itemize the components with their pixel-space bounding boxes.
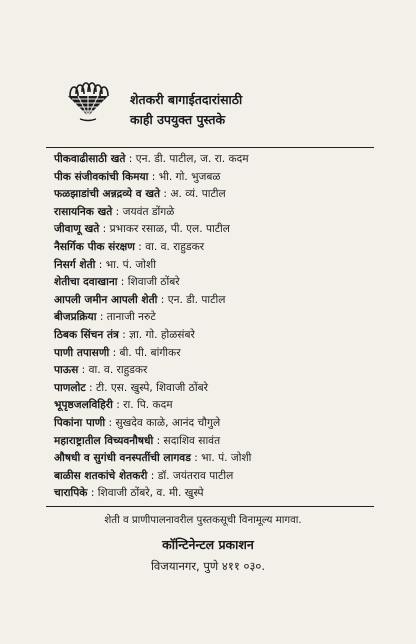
book-author: वा. व. राहुडकर: [88, 364, 148, 377]
separator: :: [99, 223, 110, 236]
book-author: टी. एस. खुस्पे, शिवाजी ठोंबरे: [96, 381, 208, 394]
book-title: चारापिके: [54, 487, 88, 500]
header-line-2: काही उपयुक्त पुस्तके: [130, 112, 226, 127]
separator: :: [148, 170, 159, 183]
header-line-1: शेतकरी बागाईतदारांसाठी: [130, 92, 243, 107]
separator: :: [78, 364, 89, 377]
book-author: एन. डी. पाटील: [167, 293, 226, 306]
book-row: [54, 169, 374, 187]
book-row: [54, 292, 374, 310]
separator: :: [95, 258, 106, 271]
book-row: [54, 345, 374, 363]
book-title: महाराष्ट्रातील विच्यवनौषधी: [54, 434, 154, 447]
separator: :: [117, 276, 128, 289]
separator: :: [160, 188, 171, 201]
book-row: [54, 397, 374, 415]
catalog-note: शेती व प्राणीपालनावरील पुस्तकसूची विनामूल्य मागवा.: [104, 515, 302, 526]
book-title: नैसर्गिक पीक संरक्षण: [54, 240, 135, 253]
book-row: [54, 274, 374, 292]
book-author: शिवाजी ठोंबरे: [127, 276, 180, 289]
header: [58, 72, 358, 132]
book-title: औषधी व सुगंधी वनस्पतींची लागवड: [54, 452, 191, 465]
book-author: रा. पि. कदम: [123, 399, 173, 412]
separator: :: [109, 346, 120, 359]
book-title: बाळीस शतकांचे शेतकरी: [54, 469, 148, 482]
book-list: [54, 151, 374, 503]
book-row: [54, 186, 374, 204]
book-row: [54, 450, 374, 468]
book-row: [54, 468, 374, 486]
separator: :: [85, 381, 96, 394]
book-author: सदाशिव सावंत: [163, 434, 221, 447]
book-author: शिवाजी ठोंबरे, व. मी. खुस्पे: [97, 487, 204, 500]
book-row: [54, 415, 374, 433]
book-row: [54, 221, 374, 239]
book-title: पीकवाढीसाठी खते: [54, 153, 126, 165]
book-author: भा. पं. जोशी: [105, 258, 156, 271]
separator: :: [134, 240, 146, 253]
book-row: [54, 239, 374, 257]
book-row: [54, 380, 374, 398]
separator: :: [112, 205, 123, 218]
separator: :: [105, 416, 116, 429]
book-row: [54, 309, 374, 327]
separator: :: [118, 328, 130, 341]
book-author: भा. पं. जोशी: [201, 452, 252, 465]
separator: :: [125, 153, 136, 165]
separator: :: [147, 469, 158, 482]
book-author: प्रभाकर रसाळ, पी. एल. पाटील: [109, 223, 230, 236]
book-author: डॉ. जयंतराव पाटील: [157, 469, 234, 482]
separator: :: [96, 311, 107, 324]
book-author: सुखदेव काळे, आनंद चौगुले: [115, 416, 221, 429]
book-title: पाऊस: [54, 364, 79, 377]
separator: :: [190, 452, 202, 465]
book-author: जयवंत डोंगळे: [122, 205, 175, 218]
book-title: भूपृष्ठजलविहिरी: [54, 399, 113, 412]
book-title: निसर्ग शेती: [54, 258, 96, 271]
separator: :: [87, 487, 98, 500]
book-author: एन. डी. पाटील, ज. रा. कदम: [135, 153, 249, 165]
publisher-name: कॉन्टिनेन्टल प्रकाशन: [162, 537, 254, 552]
separator: :: [157, 293, 168, 306]
book-row: [54, 204, 374, 222]
book-row: [54, 485, 374, 503]
book-title: जीवाणू खते: [54, 223, 100, 236]
divider-bottom: [46, 506, 374, 507]
book-title: पाणी तपासणी: [54, 346, 110, 359]
book-title: पीक संजीवकांची किमया: [54, 170, 149, 183]
book-row: [54, 151, 374, 169]
book-title: पिकांना पाणी: [54, 416, 106, 429]
publisher-address: विजयानगर, पुणे ४११ ०३०.: [150, 559, 266, 573]
book-row: [54, 327, 374, 345]
divider-top: [46, 147, 374, 148]
book-author: भी. गो. भुजबळ: [158, 170, 221, 183]
book-title: फळझाडांची अन्नद्रव्ये व खते: [54, 188, 161, 201]
book-author: वा. व. राहुडकर: [145, 240, 205, 253]
book-title: शेतीचा दवाखाना: [54, 276, 118, 289]
book-title: बीजप्रक्रिया: [54, 311, 97, 324]
footer: [0, 512, 416, 576]
separator: :: [112, 399, 124, 412]
book-title: ठिबक सिंचन तंत्र: [54, 328, 119, 341]
book-row: [54, 257, 374, 275]
book-row: [54, 362, 374, 380]
book-row: [54, 433, 374, 451]
book-title: रासायनिक खते: [54, 205, 113, 218]
book-author: तानाजी नरुटे: [106, 311, 156, 324]
book-author: बी. पी. बांगीकर: [119, 346, 181, 359]
book-title: पाणलोट: [54, 381, 86, 394]
book-author: ज्ञा. गो. होळसंबरे: [129, 328, 195, 341]
emblem-icon: [58, 76, 118, 124]
book-title: आपली जमीन आपली शेती: [54, 293, 158, 306]
book-author: अ. व्यं. पाटील: [170, 188, 226, 201]
separator: :: [153, 434, 164, 447]
